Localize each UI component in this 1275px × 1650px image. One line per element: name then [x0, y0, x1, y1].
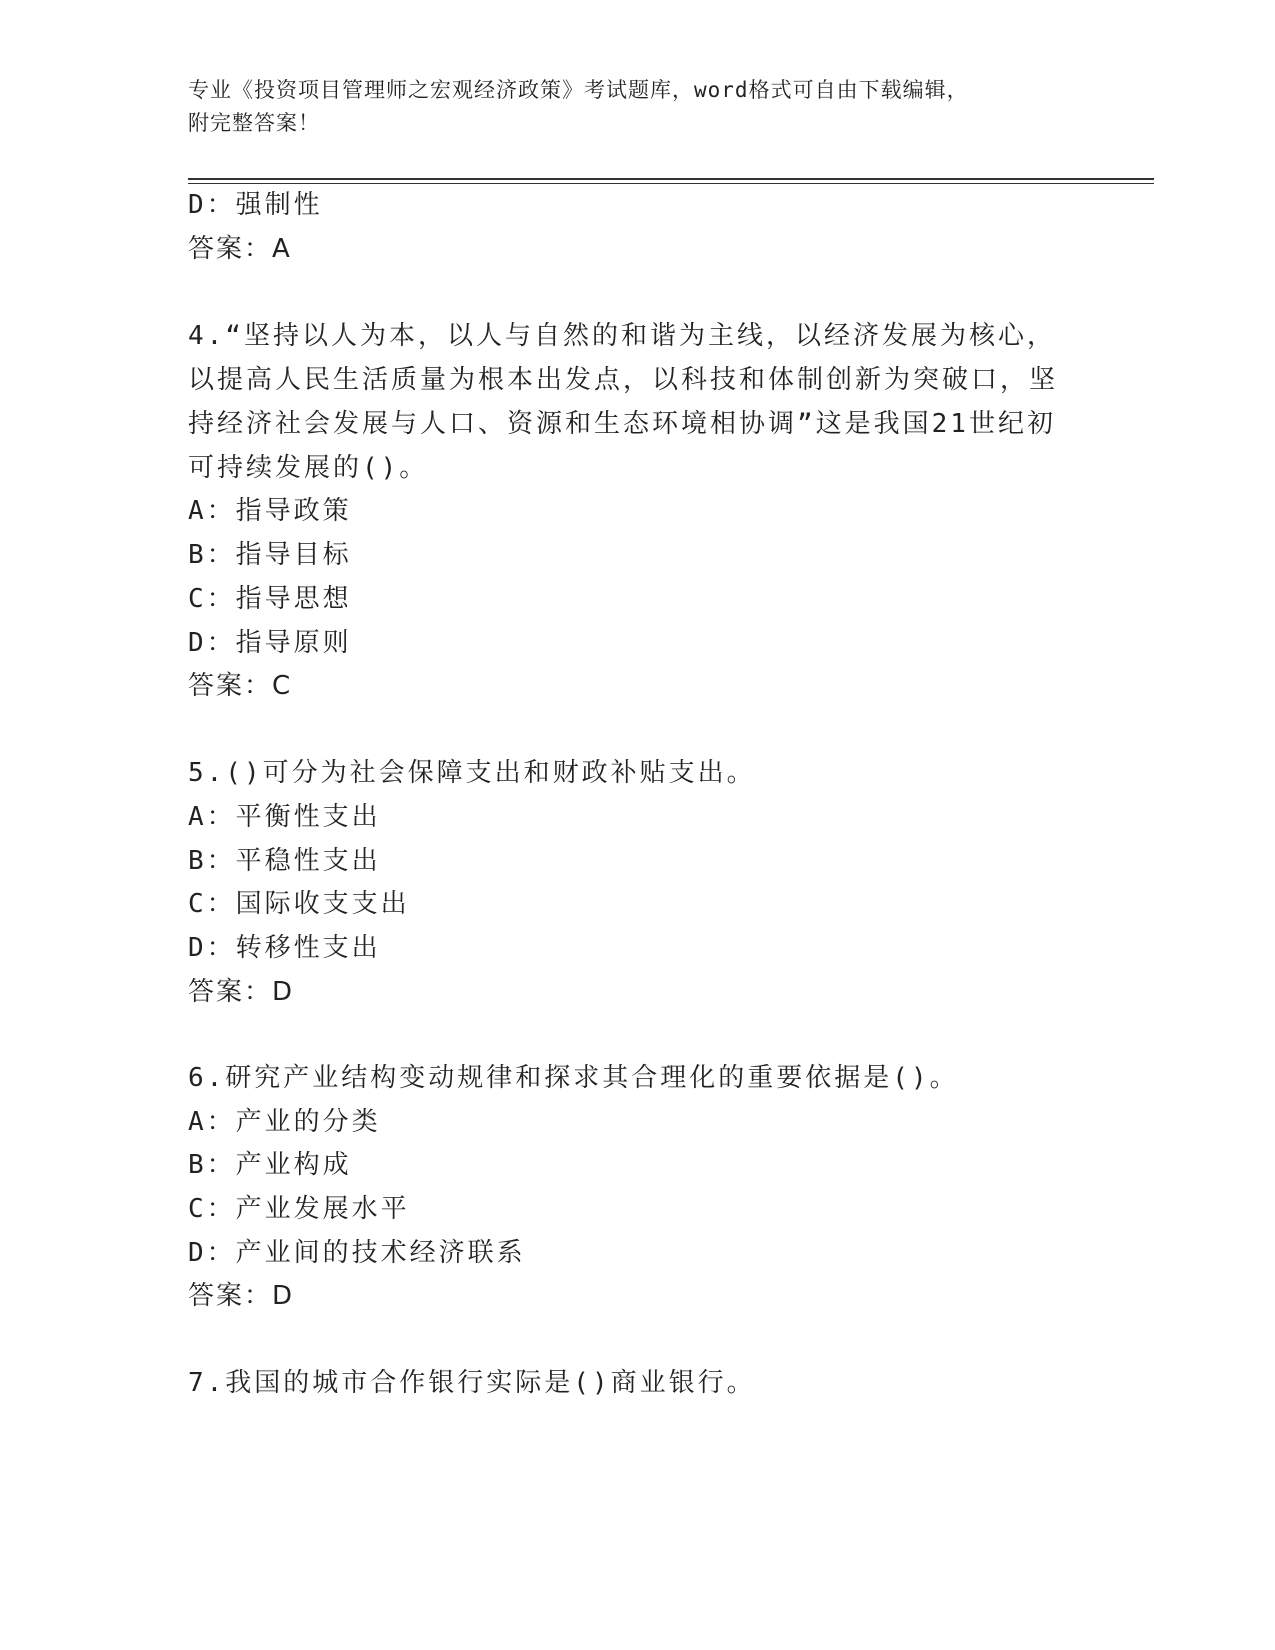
prev-option-d: D：强制性	[188, 190, 323, 220]
q4-option-d: D：指导原则	[188, 628, 352, 658]
q5-option-a: A：平衡性支出	[188, 802, 381, 832]
prev-answer: 答案：A	[188, 234, 292, 264]
q4-stem-line-3: 持经济社会发展与人口、资源和生态环境相协调”这是我国21世纪初	[188, 409, 1056, 439]
q6-option-b: B：产业构成	[188, 1150, 352, 1180]
header-line-1: 专业《投资项目管理师之宏观经济政策》考试题库，word格式可自由下载编辑，	[188, 78, 969, 102]
q6-option-d: D：产业间的技术经济联系	[188, 1238, 526, 1268]
header-divider-thick	[188, 178, 1154, 180]
q6-option-a: A：产业的分类	[188, 1107, 381, 1137]
q5-option-b: B：平稳性支出	[188, 846, 381, 876]
q4-stem-line-2: 以提高人民生活质量为根本出发点，以科技和体制创新为突破口，坚	[188, 365, 1059, 395]
document-header	[188, 74, 1088, 140]
q6-answer: 答案：D	[188, 1281, 295, 1311]
q4-stem-line-1: 4.“坚持以人为本，以人与自然的和谐为主线，以经济发展为核心，	[188, 321, 1056, 351]
q6-option-c: C：产业发展水平	[188, 1194, 410, 1224]
q4-option-c: C：指导思想	[188, 584, 352, 614]
q6-stem: 6.研究产业结构变动规律和探求其合理化的重要依据是()。	[188, 1063, 959, 1093]
q4-option-a: A：指导政策	[188, 496, 352, 526]
q5-stem: 5.()可分为社会保障支出和财政补贴支出。	[188, 758, 756, 788]
q5-answer: 答案：D	[188, 977, 295, 1007]
q4-option-b: B：指导目标	[188, 540, 352, 570]
q4-stem-line-4: 可持续发展的()。	[188, 453, 429, 483]
q7-stem: 7.我国的城市合作银行实际是()商业银行。	[188, 1368, 756, 1398]
q5-option-c: C：国际收支支出	[188, 889, 410, 919]
header-line-2: 附完整答案！	[188, 111, 320, 135]
q5-option-d: D：转移性支出	[188, 933, 381, 963]
header-divider-thin	[188, 183, 1154, 184]
q4-answer: 答案：C	[188, 671, 293, 701]
